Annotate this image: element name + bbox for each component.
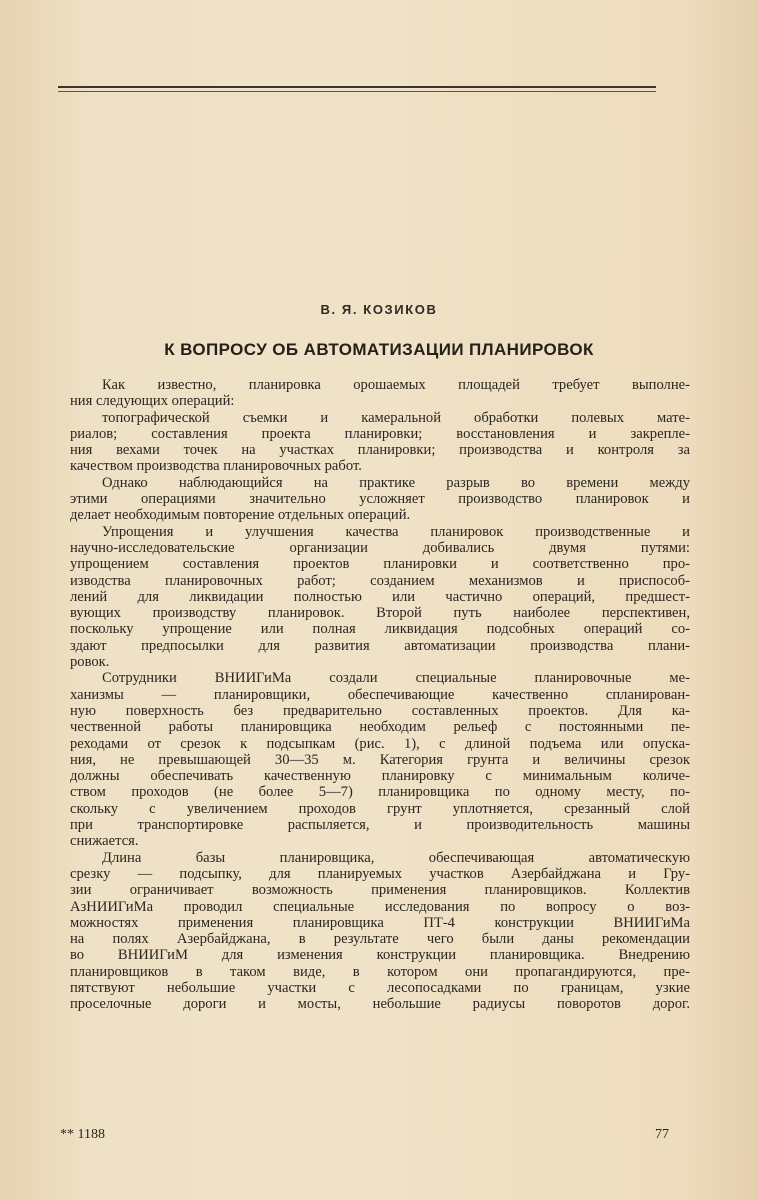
- text-line: скольку с увеличением проходов грунт уплотняется, срезанный слой: [70, 800, 690, 817]
- article-author: В. Я. КОЗИКОВ: [320, 302, 438, 317]
- text-line: пятствуют небольшие участки с лесопосадками по границам, узкие: [70, 979, 690, 996]
- text-line: во ВНИИГиМ для изменения конструкции планировщика. Внедрению: [70, 947, 690, 964]
- text-line: планировщиков в таком виде, в котором они пропагандируются, пре-: [70, 963, 690, 980]
- article-body: [70, 377, 690, 1013]
- text-line: ния следующих операций:: [70, 393, 235, 410]
- text-line: здают предпосылки для развития автоматизации производства плани-: [70, 637, 690, 654]
- text-line: Длина базы планировщика, обеспечивающая автоматическую: [102, 849, 690, 866]
- text-line: делает необходимым повторение отдельных операций.: [70, 507, 411, 524]
- article-title: К ВОПРОСУ ОБ АВТОМАТИЗАЦИИ ПЛАНИРОВОК: [164, 340, 594, 359]
- text-line: ханизмы — планировщики, обеспечивающие качественно спланирован-: [70, 686, 690, 703]
- text-line: при транспортировке распыляется, и производительность машины: [70, 817, 690, 834]
- text-line: топографической съемки и камеральной обработки полевых мате-: [102, 409, 690, 426]
- text-line: ную поверхность без предварительно составленных проектов. Для ка-: [70, 702, 690, 719]
- text-line: изводства планировочных работ; созданием механизмов и приспособ-: [70, 572, 690, 589]
- text-line: снижается.: [70, 833, 139, 850]
- text-line: срезку — подсыпку, для планируемых участков Азербайджана и Гру-: [70, 865, 690, 882]
- text-line: качеством производства планировочных работ.: [70, 458, 362, 475]
- text-line: риалов; составления проекта планировки; восстановления и закрепле-: [70, 425, 690, 442]
- text-line: лений для ликвидации полностью или частично операций, предшест-: [70, 588, 690, 605]
- header-rule-thick: [58, 86, 656, 88]
- text-line: ровок.: [70, 654, 110, 671]
- text-line: АзНИИГиМа проводил специальные исследования по вопросу о воз-: [70, 898, 690, 915]
- text-line: чественной работы планировщика необходим рельеф с постоянными пе-: [70, 719, 690, 736]
- text-line: Сотрудники ВНИИГиМа создали специальные планировочные ме-: [102, 670, 690, 687]
- text-line: должны обеспечивать качественную планировку с минимальным количе-: [70, 768, 690, 785]
- text-line: Как известно, планировка орошаемых площадей требует выполне-: [102, 377, 690, 393]
- text-line: проселочные дороги и мосты, небольшие радиусы поворотов дорог.: [70, 996, 690, 1013]
- text-line: зии ограничивает возможность применения планировщиков. Коллектив: [70, 882, 690, 899]
- page-number: 77: [655, 1127, 669, 1142]
- text-line: упрощением составления проектов планировки и соответственно про-: [70, 556, 690, 573]
- text-line: Упрощения и улучшения качества планировок производственные и: [102, 523, 690, 540]
- text-line: ния, не превышающей 30—35 м. Категория грунта и величины срезок: [70, 751, 690, 768]
- signature-mark: ** 1188: [60, 1127, 105, 1142]
- text-line: Однако наблюдающийся на практике разрыв во времени между: [102, 474, 690, 491]
- text-line: ством проходов (не более 5—7) планировщика по одному месту, по-: [70, 784, 690, 801]
- text-line: можностях применения планировщика ПТ-4 конструкции ВНИИГиМа: [70, 914, 690, 931]
- header-rule-thin: [58, 91, 656, 92]
- text-line: ния вехами точек на участках планировки; производства и контроля за: [70, 442, 690, 459]
- text-line: поскольку упрощение или полная ликвидация подсобных операций со-: [70, 621, 690, 638]
- text-line: на полях Азербайджана, в результате чего были даны рекомендации: [70, 931, 690, 948]
- text-line: вующих производству планировок. Второй путь наиболее перспективен,: [70, 605, 690, 622]
- text-line: реходами от срезок к подсыпкам (рис. 1), с длиной подъема или опуска-: [70, 735, 690, 752]
- text-line: этими операциями значительно усложняет производство планировок и: [70, 491, 690, 508]
- text-line: научно-исследовательские организации добивались двумя путями:: [70, 539, 690, 556]
